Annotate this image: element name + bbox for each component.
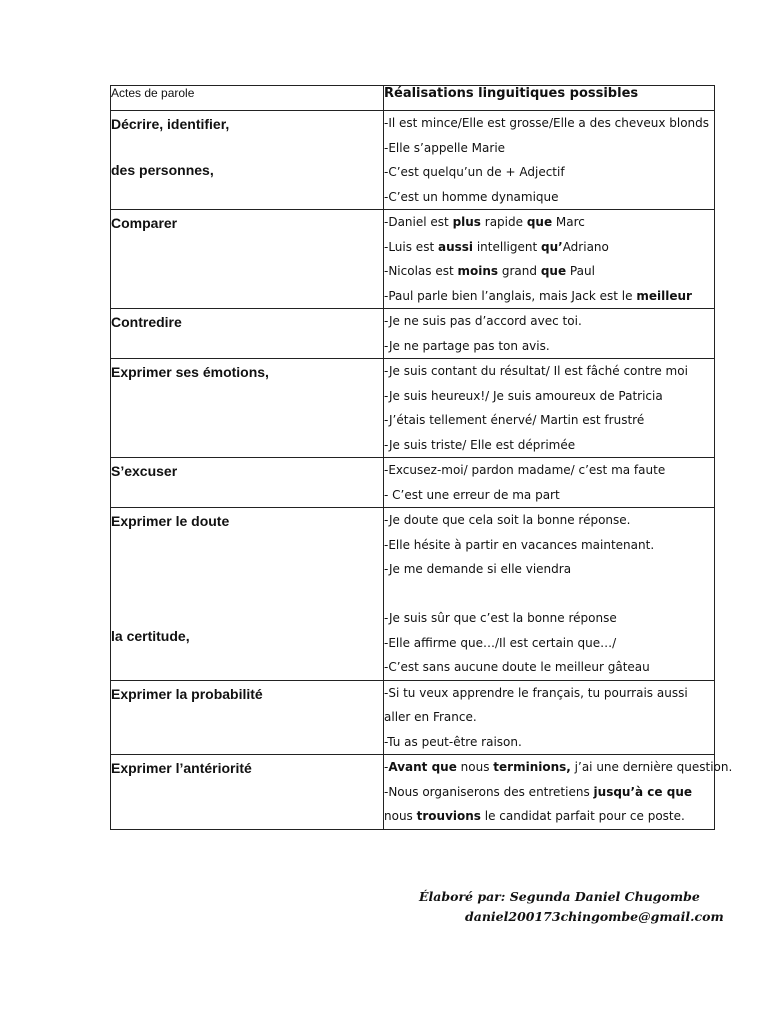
- example-text: -Elle hésite à partir en vacances maintenant.: [384, 537, 655, 552]
- speech-acts-table: [110, 85, 733, 830]
- speech-act-cell: [111, 458, 384, 508]
- example-text: -Nous organiserons des entretiens: [384, 784, 594, 799]
- examples-cell: [384, 680, 715, 755]
- speech-act-cell: [111, 680, 384, 755]
- example-text: -: [384, 760, 389, 774]
- examples-cell: [384, 309, 715, 359]
- example-line: [384, 533, 714, 558]
- speech-act-label: Décrire, identifier,: [111, 116, 230, 132]
- example-text: -Il est mince/Elle est grosse/Elle a des cheveux blonds: [384, 116, 710, 130]
- speech-act-cell: [111, 508, 384, 681]
- example-text: - C’est une erreur de ma part: [384, 487, 560, 502]
- example-text: -Nicolas est: [384, 264, 458, 278]
- example-text: le candidat parfait pour ce poste.: [480, 809, 685, 823]
- table-row: [111, 680, 715, 755]
- example-bold-text: plus: [452, 215, 481, 229]
- example-text: intelligent: [473, 239, 541, 254]
- examples-cell: [384, 755, 733, 830]
- table-row: [111, 309, 715, 359]
- example-line: [384, 582, 714, 607]
- example-bold-text: moins: [457, 264, 499, 278]
- example-line: [384, 681, 714, 730]
- example-text: grand: [498, 264, 541, 278]
- example-bold-text: que: [540, 264, 567, 278]
- speech-act-label: la certitude,: [111, 628, 190, 644]
- example-bold-text: meilleur: [636, 288, 692, 303]
- speech-act-label: [111, 580, 383, 600]
- example-text: Marc: [552, 215, 585, 229]
- example-line: [384, 433, 714, 458]
- example-bold-text: que: [526, 215, 553, 229]
- example-line: [384, 111, 714, 136]
- example-text: -Luis est: [384, 239, 438, 254]
- example-line: [384, 408, 714, 433]
- example-text: -C’est quelqu’un de + Adjectif: [384, 165, 565, 179]
- speech-act-cell: [111, 359, 384, 458]
- table-row: [111, 111, 715, 210]
- example-line: [384, 309, 714, 334]
- table-row: [111, 210, 715, 309]
- example-bold-text: qu’: [540, 239, 563, 254]
- example-line: [384, 606, 714, 631]
- example-line: [384, 755, 733, 780]
- example-line: [384, 730, 714, 755]
- example-text: nous: [456, 760, 494, 774]
- example-bold-text: Avant que: [388, 760, 457, 774]
- speech-act-label: Exprimer ses émotions,: [111, 364, 269, 380]
- example-text: j’ai une dernière question.: [570, 760, 733, 774]
- example-text: Paul: [566, 264, 595, 278]
- example-line: [384, 136, 714, 161]
- example-text: -Paul parle bien l’anglais, mais Jack est le: [384, 288, 637, 303]
- table-header-row: [111, 86, 715, 111]
- example-text: -Je suis triste/ Elle est déprimée: [384, 437, 576, 452]
- example-line: [384, 210, 714, 235]
- example-text: -Je me demande si elle viendra: [384, 562, 572, 576]
- example-text: -Je suis heureux!/ Je suis amoureux de Patricia: [384, 388, 663, 403]
- example-line: [384, 334, 714, 359]
- example-line: [384, 655, 714, 680]
- example-text: rapide: [480, 215, 527, 229]
- example-text: -C’est sans aucune doute le meilleur gâteau: [384, 660, 650, 674]
- table-row: [111, 359, 715, 458]
- example-line: [384, 284, 714, 309]
- example-line: [384, 235, 714, 260]
- example-text: -Elle s’appelle Marie: [384, 140, 506, 155]
- speech-act-cell: [111, 111, 384, 210]
- example-line: [384, 458, 714, 483]
- table-row: [111, 755, 715, 830]
- example-bold-text: jusqu’à ce que: [593, 784, 692, 799]
- speech-act-label: Comparer: [111, 215, 178, 231]
- speech-act-cell: [111, 309, 384, 359]
- example-text: -Elle affirme que…/Il est certain que…/: [384, 635, 617, 650]
- example-line: [384, 780, 714, 829]
- examples-cell: [384, 359, 715, 458]
- signature: [419, 887, 724, 927]
- examples-cell: [384, 111, 715, 210]
- example-text: -Je suis sûr que c’est la bonne réponse: [384, 611, 617, 625]
- examples-cell: [384, 508, 715, 681]
- speech-act-label: [111, 534, 383, 554]
- example-text: -Daniel est: [384, 215, 453, 229]
- signature-author: Élaboré par: Segunda Daniel Chugombe: [419, 889, 700, 904]
- speech-act-label: Contredire: [111, 314, 182, 330]
- example-text: -C’est un homme dynamique: [384, 189, 559, 204]
- example-bold-text: trouvions: [416, 809, 481, 823]
- example-bold-text: aussi: [437, 239, 474, 254]
- table-body: [111, 111, 733, 830]
- examples-cell: [384, 210, 715, 309]
- example-line: [384, 259, 714, 284]
- table-row: [111, 458, 715, 508]
- examples-cell: [384, 458, 715, 508]
- example-text: -J’étais tellement énervé/ Martin est frustré: [384, 413, 645, 427]
- speech-act-label: [111, 137, 383, 157]
- example-text: -Si tu veux apprendre le français, tu pourrais aussi aller en France.: [384, 685, 688, 724]
- speech-act-label: Exprimer la probabilité: [111, 685, 263, 702]
- example-line: [384, 483, 714, 508]
- example-text: -Je ne partage pas ton avis.: [384, 338, 550, 353]
- header-actes-de-parole: Actes de parole: [111, 86, 384, 111]
- speech-act-label: Exprimer le doute: [111, 513, 230, 529]
- example-text: -Je suis contant du résultat/ Il est fâché contre moi: [384, 364, 688, 378]
- speech-act-label: Exprimer l’antériorité: [111, 760, 252, 776]
- example-line: [384, 185, 714, 210]
- speech-act-cell: [111, 210, 384, 309]
- table-row: [111, 508, 715, 681]
- example-text: nous: [384, 809, 417, 823]
- example-line: [384, 160, 714, 185]
- speech-act-label: S’excuser: [111, 463, 178, 479]
- example-line: [384, 359, 714, 384]
- header-realisations: Réalisations linguitiques possibles: [384, 86, 715, 111]
- speech-act-cell: [111, 755, 384, 830]
- speech-act-label: [111, 557, 383, 577]
- signature-email: daniel200173chingombe@gmail.com: [465, 909, 724, 924]
- example-text: -Je ne suis pas d’accord avec toi.: [384, 314, 582, 328]
- example-text: -Tu as peut-être raison.: [384, 734, 522, 749]
- example-bold-text: terminions,: [493, 760, 571, 774]
- speech-act-label: des personnes,: [111, 162, 214, 178]
- example-text: Adriano: [562, 239, 609, 254]
- example-line: [384, 508, 714, 533]
- example-line: [384, 631, 714, 656]
- example-text: -Je doute que cela soit la bonne réponse.: [384, 513, 631, 527]
- example-line: [384, 557, 714, 582]
- speech-act-label: [111, 603, 383, 623]
- example-line: [384, 384, 714, 409]
- example-text: -Excusez-moi/ pardon madame/ c’est ma faute: [384, 463, 666, 477]
